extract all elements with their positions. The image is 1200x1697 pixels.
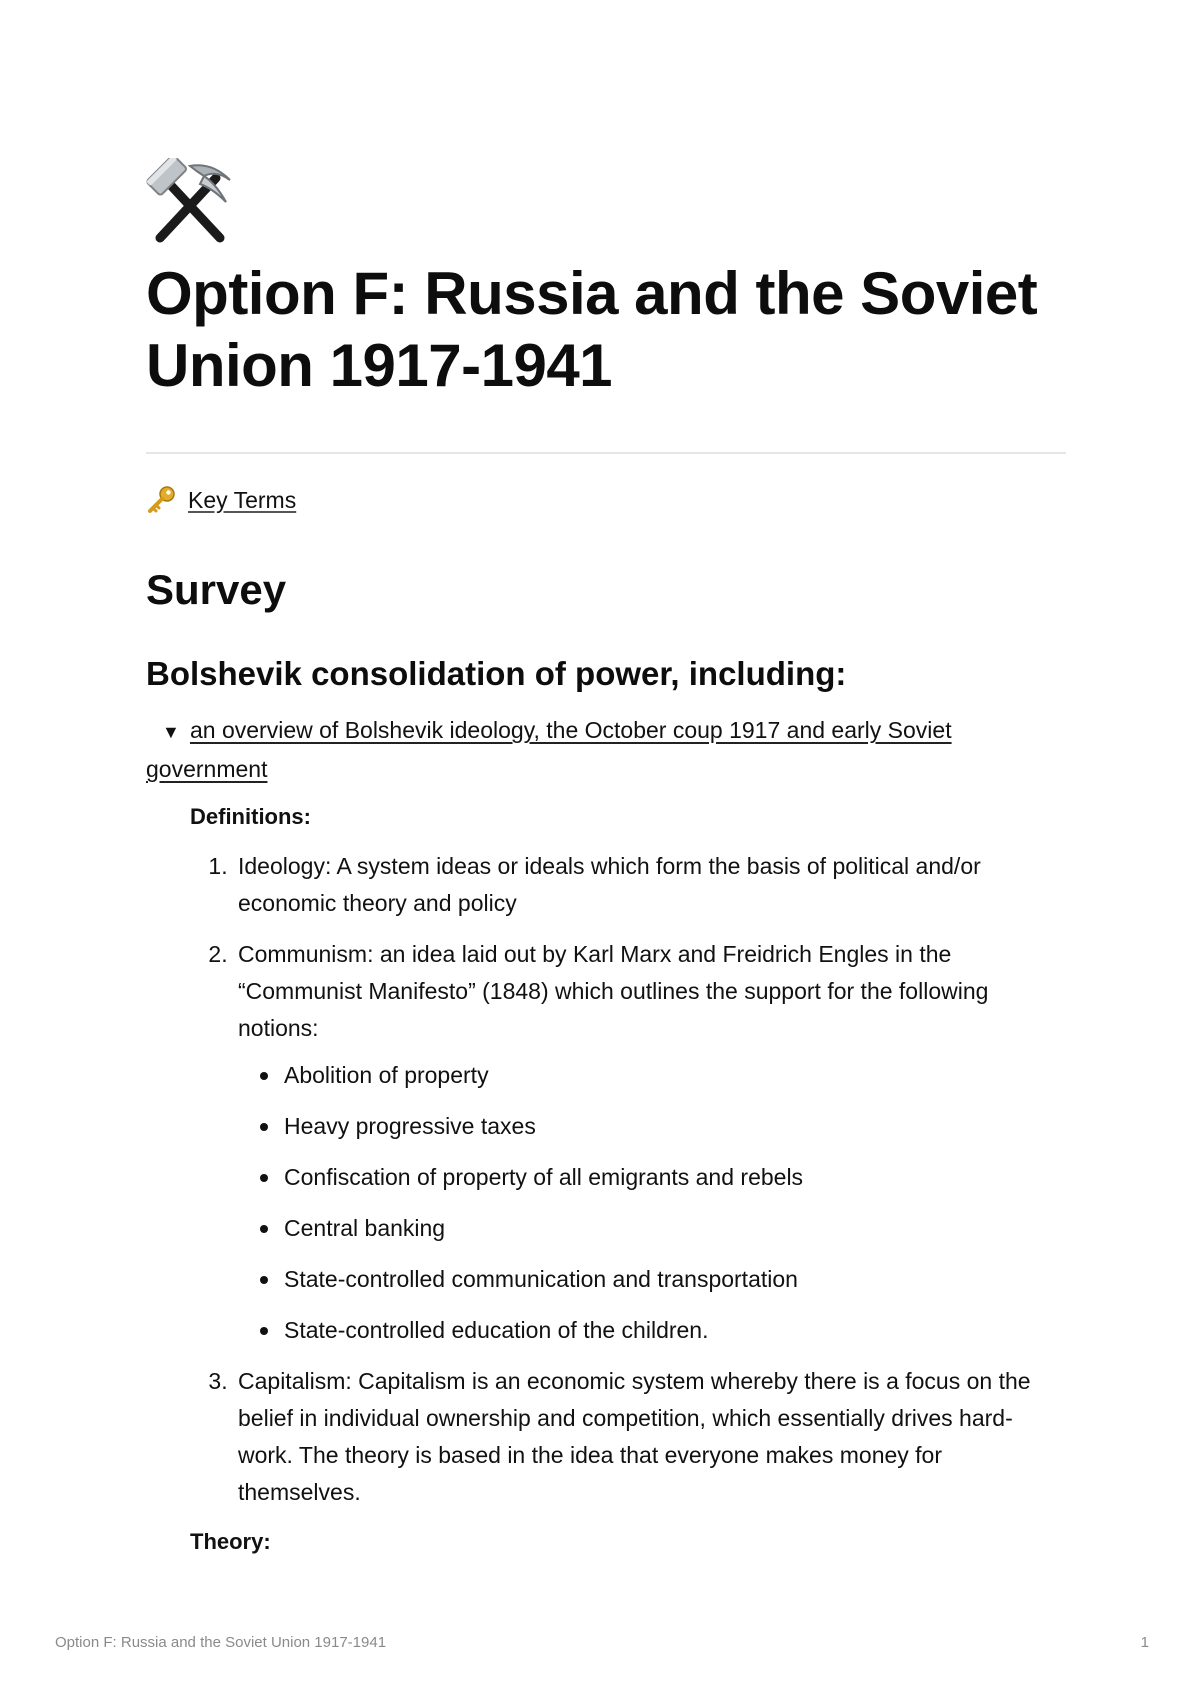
definition-item: [234, 848, 1066, 922]
hammer-and-pick-icon: [146, 158, 234, 246]
definition-text: Communism: an idea laid out by Karl Marx and Freidrich Engles in the “Communist Manifesto” (1848) which outlines the support for the following notions:: [238, 941, 989, 1041]
footer-title: Option F: Russia and the Soviet Union 1917-1941: [55, 1634, 387, 1651]
definitions-label: Definitions:: [190, 804, 311, 829]
bolshevik-heading: Bolshevik consolidation of power, including:: [146, 655, 847, 692]
toggle-arrow-icon[interactable]: ▼: [162, 722, 180, 742]
definition-item: [234, 1363, 1066, 1511]
notion-item: State-controlled education of the children.: [270, 1312, 1066, 1349]
toggle-summary-text[interactable]: an overview of Bolshevik ideology, the October coup 1917 and early Soviet government: [146, 717, 952, 782]
notion-item: Confiscation of property of all emigrants and rebels: [270, 1159, 1066, 1196]
toggle-block: [146, 712, 1066, 1573]
definition-text: Capitalism: Capitalism is an economic system whereby there is a focus on the belief in individual ownership and competition, which essentially drives hard-work. The theory is based in the idea that everyone makes money for themselves.: [238, 1368, 1031, 1505]
definitions-list: [190, 848, 1066, 1511]
notions-list: [238, 1057, 1066, 1349]
page-title: Option F: Russia and the Soviet Union 1917-1941: [146, 260, 1038, 399]
key-terms-link-row[interactable]: [146, 483, 296, 517]
definition-item: [234, 936, 1066, 1349]
footer-page-number: 1: [1140, 1634, 1149, 1651]
theory-label: Theory:: [190, 1529, 271, 1554]
definition-text: Ideology: A system ideas or ideals which form the basis of political and/or economic theory and policy: [238, 853, 981, 916]
notion-item: State-controlled communication and transportation: [270, 1261, 1066, 1298]
notion-item: Abolition of property: [270, 1057, 1066, 1094]
key-icon: [146, 485, 176, 515]
toggle-summary[interactable]: [146, 712, 1066, 788]
key-terms-link[interactable]: Key Terms: [188, 486, 297, 513]
title-divider: [146, 452, 1066, 454]
survey-heading: Survey: [146, 566, 287, 613]
toggle-content: [190, 800, 1066, 1559]
notion-item: Central banking: [270, 1210, 1066, 1247]
notion-item: Heavy progressive taxes: [270, 1108, 1066, 1145]
